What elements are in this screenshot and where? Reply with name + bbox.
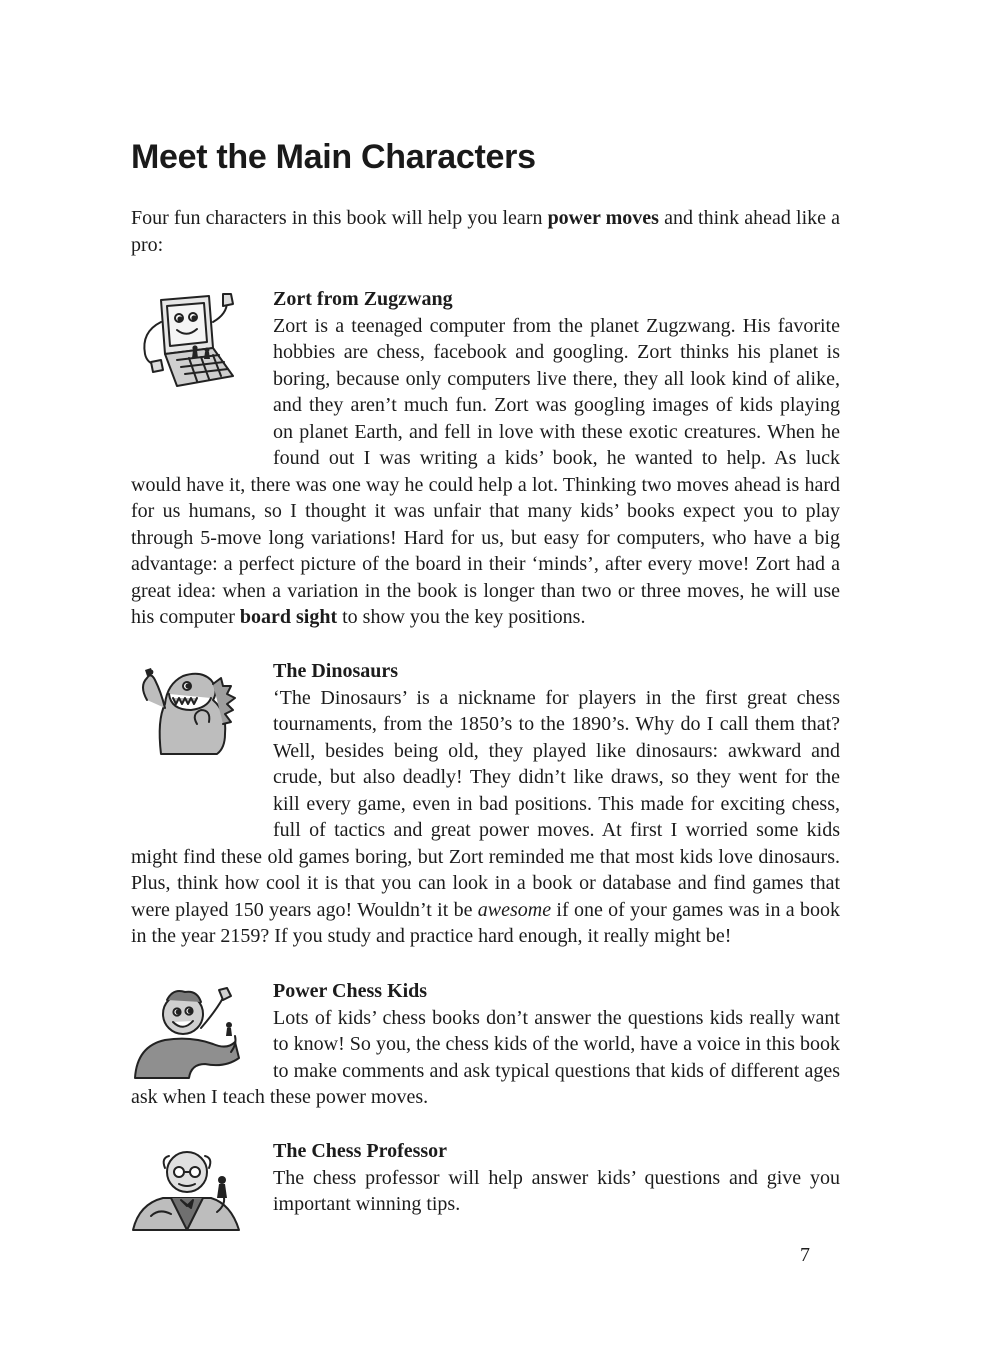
intro-bold-term: power moves	[547, 207, 659, 229]
character-name: The Chess Professor	[273, 1140, 448, 1162]
character-zort	[131, 286, 840, 631]
description-bold-term: board sight	[239, 606, 338, 628]
description-text: ‘The Dinosaurs’ is a nickname for players in the first great chess tournaments, from the 1850’s to the 1890’s. Why do I call them that? Well, besides being old, they played like dinosaurs: awkward and crude, but also deadly! They didn’t like draws, so they went for the kill every game, even in bad positions. This made for exciting chess, full of tactics and great power moves. At first I worried some kids might find these old games boring, but Zort reminded me that most kids love dinosaurs. Plus, think how cool it is that you can look in a book or database and find games that were played 150 years ago! Wouldn’t it be	[131, 686, 840, 921]
character-name: Zort from Zugzwang	[273, 288, 453, 310]
chess-kid-character-icon	[131, 984, 243, 1080]
character-description: The chess professor will help answer kids’ questions and give you important winning tips.	[273, 1166, 840, 1215]
dinosaur-character-icon	[131, 664, 243, 822]
intro-text: Four fun characters in this book will help you learn	[131, 207, 548, 229]
page-title: Meet the Main Characters	[131, 138, 536, 176]
description-text: Zort is a teenaged computer from the planet Zugzwang. His favorite hobbies are chess, facebook and googling. Zort thinks his planet is boring, because only computers live there, they all look kind of alike, and they aren’t much fun. Zort was googling images of kids playing on planet Earth, and fell in love with these exotic creatures. When he found out I was writing a kids’ book, he wanted to help. As luck would have it, there was one way he could help a lot. Thinking two moves ahead is hard for us humans, so I thought it was unfair that many kids’ books expect you to play through 5-move long variations! Hard for us, but easy for computers, who have a big advantage: a perfect picture of the board in their ‘minds’, after every move! Zort had a great idea: when a variation in the book is longer than two or three moves, he will use his computer	[131, 314, 840, 628]
professor-character-icon	[131, 1144, 243, 1232]
page-number: 7	[800, 1244, 810, 1266]
character-name: The Dinosaurs	[273, 660, 399, 682]
intro-text-end: and think ahead like a pro:	[131, 207, 840, 256]
character-name: Power Chess Kids	[273, 980, 428, 1002]
computer-character-icon	[131, 292, 243, 450]
description-italic-term: awesome	[477, 898, 552, 921]
intro-paragraph	[131, 205, 840, 258]
character-power-chess-kids	[131, 978, 840, 1111]
character-chess-professor	[131, 1138, 840, 1232]
character-dinosaurs	[131, 658, 840, 950]
description-text-end: if one of your games was in a book in the year 2159? If you study and practice hard enough, it really might be!	[131, 898, 841, 947]
character-description: Lots of kids’ chess books don’t answer the questions kids really want to know! So you, the chess kids of the world, have a voice in this book to make comments and ask typical questions that kids of different ages ask when I teach these power moves.	[131, 1006, 840, 1108]
description-text-end: to show you the key positions.	[337, 606, 586, 628]
